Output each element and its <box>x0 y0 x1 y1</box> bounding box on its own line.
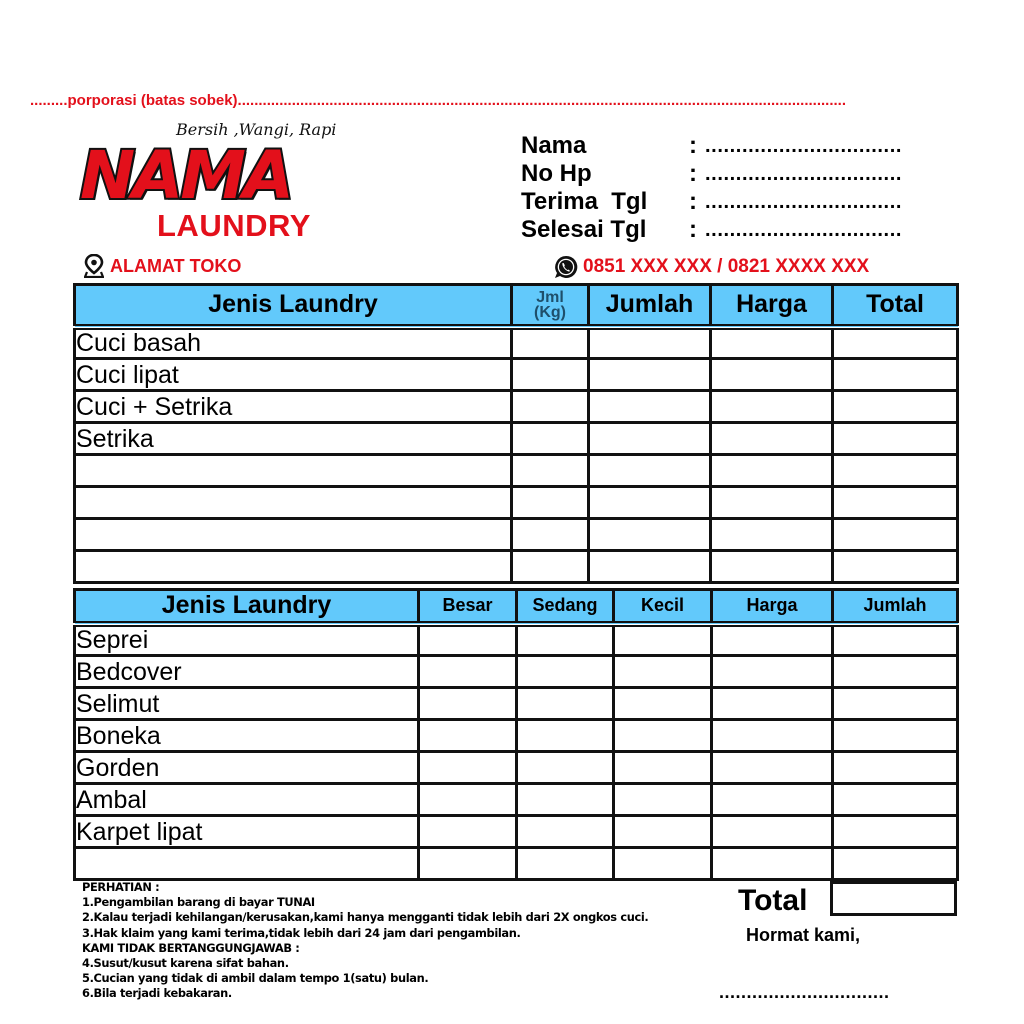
item-name-cell[interactable] <box>75 848 419 880</box>
item-name-cell[interactable] <box>75 487 512 519</box>
info-colon: : <box>689 216 697 243</box>
entry-cell[interactable] <box>419 720 517 752</box>
entry-cell[interactable] <box>614 688 712 720</box>
entry-cell[interactable] <box>833 327 958 359</box>
entry-cell[interactable] <box>833 423 958 455</box>
name-field[interactable]: ................................ <box>705 134 903 157</box>
tear-line: .........porporasi (batas sobek).................................................................................................................................................. <box>30 92 846 109</box>
entry-cell[interactable] <box>589 423 711 455</box>
item-name-cell[interactable] <box>75 551 512 583</box>
table-header-row <box>75 285 958 327</box>
col-header-sedang: Sedang <box>517 590 614 624</box>
item-name-cell[interactable] <box>75 519 512 551</box>
entry-cell[interactable] <box>614 624 712 656</box>
entry-cell[interactable] <box>419 624 517 656</box>
entry-cell[interactable] <box>833 455 958 487</box>
col-header-harga: Harga <box>712 590 833 624</box>
phone-field[interactable]: ................................ <box>705 162 903 185</box>
entry-cell[interactable] <box>614 720 712 752</box>
entry-cell[interactable] <box>512 455 589 487</box>
brand-logo <box>80 137 292 214</box>
entry-cell[interactable] <box>512 487 589 519</box>
entry-cell[interactable] <box>614 848 712 880</box>
entry-cell[interactable] <box>512 359 589 391</box>
col-header-besar: Besar <box>419 590 517 624</box>
info-row-terima-tgl <box>521 188 971 216</box>
terms-notes <box>82 880 648 1002</box>
item-name-cell[interactable]: Selimut <box>75 688 419 720</box>
entry-cell[interactable] <box>833 784 958 816</box>
info-label: Terima Tgl <box>521 188 648 215</box>
entry-cell[interactable] <box>833 487 958 519</box>
entry-cell[interactable] <box>517 624 614 656</box>
info-row-selesai-tgl <box>521 216 971 244</box>
info-colon: : <box>689 160 697 187</box>
entry-cell[interactable] <box>512 391 589 423</box>
col-header-jumlah: Jumlah <box>589 285 711 327</box>
notes-heading: PERHATIAN : <box>82 880 160 894</box>
entry-cell[interactable] <box>419 848 517 880</box>
entry-cell[interactable] <box>833 688 958 720</box>
table-row <box>75 816 958 848</box>
finished-date-field[interactable]: ................................ <box>705 218 903 241</box>
table-row <box>75 423 958 455</box>
entry-cell[interactable] <box>712 752 833 784</box>
entry-cell[interactable] <box>517 688 614 720</box>
item-name-cell[interactable]: Cuci lipat <box>75 359 512 391</box>
entry-cell[interactable] <box>712 624 833 656</box>
brand-subtitle: LAUNDRY <box>157 208 311 243</box>
entry-cell[interactable] <box>712 848 833 880</box>
table-row <box>75 688 958 720</box>
entry-cell[interactable] <box>711 487 833 519</box>
phone-text: 0851 XXX XXX / 0821 XXXX XXX <box>583 256 870 277</box>
item-name-cell[interactable]: Cuci basah <box>75 327 512 359</box>
table-row <box>75 551 958 583</box>
entry-cell[interactable] <box>589 455 711 487</box>
brand-name: NAMA <box>80 137 292 214</box>
entry-cell[interactable] <box>589 519 711 551</box>
jml-line-1: Jml <box>536 288 564 306</box>
entry-cell[interactable] <box>589 487 711 519</box>
table-row <box>75 656 958 688</box>
entry-cell[interactable] <box>711 391 833 423</box>
entry-cell[interactable] <box>833 848 958 880</box>
table-row <box>75 720 958 752</box>
note-item: 6.Bila terjadi kebakaran. <box>82 986 232 1001</box>
info-label: Selesai Tgl <box>521 216 647 243</box>
entry-cell[interactable] <box>712 816 833 848</box>
item-name-cell[interactable]: Ambal <box>75 784 419 816</box>
item-name-cell[interactable]: Gorden <box>75 752 419 784</box>
entry-cell[interactable] <box>712 688 833 720</box>
entry-cell[interactable] <box>712 656 833 688</box>
entry-cell[interactable] <box>517 752 614 784</box>
location-pin-icon <box>84 254 104 278</box>
entry-cell[interactable] <box>833 656 958 688</box>
entry-cell[interactable] <box>711 455 833 487</box>
entry-cell[interactable] <box>833 624 958 656</box>
table-row <box>75 391 958 423</box>
entry-cell[interactable] <box>512 519 589 551</box>
entry-cell[interactable] <box>712 784 833 816</box>
entry-cell[interactable] <box>711 423 833 455</box>
item-name-cell[interactable]: Cuci + Setrika <box>75 391 512 423</box>
entry-cell[interactable] <box>833 752 958 784</box>
entry-cell[interactable] <box>833 816 958 848</box>
entry-cell[interactable] <box>833 519 958 551</box>
entry-cell[interactable] <box>614 752 712 784</box>
col-header-harga: Harga <box>711 285 833 327</box>
whatsapp-icon <box>553 254 579 280</box>
info-colon: : <box>689 132 697 159</box>
regards-text: Hormat kami, <box>746 925 861 945</box>
col-header-jumlah: Jumlah <box>833 590 958 624</box>
table-row <box>75 359 958 391</box>
col-header-jenis-laundry: Jenis Laundry <box>75 285 512 327</box>
entry-cell[interactable] <box>833 391 958 423</box>
note-item: 1.Pengambilan barang di bayar TUNAI <box>82 895 315 910</box>
entry-cell[interactable] <box>517 784 614 816</box>
entry-cell[interactable] <box>614 784 712 816</box>
table-header-row <box>75 590 958 624</box>
table-row <box>75 752 958 784</box>
info-colon: : <box>689 188 697 215</box>
laundry-satuan-table <box>73 588 959 881</box>
entry-cell[interactable] <box>712 720 833 752</box>
total-label: Total <box>738 884 808 917</box>
entry-cell[interactable] <box>419 784 517 816</box>
entry-cell[interactable] <box>419 688 517 720</box>
note-item: 3.Hak klaim yang kami terima,tidak lebih dari 24 jam dari pengambilan. <box>82 925 521 940</box>
info-row-no-hp <box>521 160 971 188</box>
entry-cell[interactable] <box>711 327 833 359</box>
col-header-kecil: Kecil <box>614 590 712 624</box>
item-name-cell[interactable] <box>75 455 512 487</box>
item-name-cell[interactable]: Bedcover <box>75 656 419 688</box>
entry-cell[interactable] <box>517 720 614 752</box>
info-row-nama <box>521 132 971 160</box>
total-field[interactable] <box>830 881 957 916</box>
entry-cell[interactable] <box>419 816 517 848</box>
entry-cell[interactable] <box>833 359 958 391</box>
notes-heading-2: KAMI TIDAK BERTANGGUNGJAWAB : <box>82 940 300 955</box>
item-name-cell[interactable]: Karpet lipat <box>75 816 419 848</box>
table-row <box>75 327 958 359</box>
item-name-cell[interactable]: Boneka <box>75 720 419 752</box>
note-item: 2.Kalau terjadi kehilangan/kerusakan,kami hanya mengganti tidak lebih dari 2X ongkos cuci. <box>82 910 649 925</box>
item-name-cell[interactable]: Setrika <box>75 423 512 455</box>
entry-cell[interactable] <box>419 752 517 784</box>
table-row <box>75 784 958 816</box>
table-row <box>75 455 958 487</box>
entry-cell[interactable] <box>711 359 833 391</box>
address-text: ALAMAT TOKO <box>110 255 242 276</box>
entry-cell[interactable] <box>614 816 712 848</box>
signature-line[interactable]: ............................... <box>719 982 890 1002</box>
col-header-total: Total <box>833 285 958 327</box>
col-header-jenis-laundry: Jenis Laundry <box>75 590 419 624</box>
table-row <box>75 624 958 656</box>
jml-line-2: (Kg) <box>534 303 566 321</box>
table-row <box>75 848 958 880</box>
brand-tagline: Bersih ,Wangi, Rapi <box>176 120 337 139</box>
item-name-cell[interactable]: Seprei <box>75 624 419 656</box>
entry-cell[interactable] <box>512 327 589 359</box>
table-row <box>75 519 958 551</box>
entry-cell[interactable] <box>589 359 711 391</box>
entry-cell[interactable] <box>512 423 589 455</box>
laundry-kiloan-table <box>73 283 959 584</box>
entry-cell[interactable] <box>614 656 712 688</box>
customer-info <box>521 132 971 244</box>
entry-cell[interactable] <box>517 848 614 880</box>
entry-cell[interactable] <box>833 551 958 583</box>
entry-cell[interactable] <box>517 656 614 688</box>
note-item: 4.Susut/kusut karena sifat bahan. <box>82 956 289 971</box>
entry-cell[interactable] <box>517 816 614 848</box>
entry-cell[interactable] <box>589 391 711 423</box>
received-date-field[interactable]: ................................ <box>705 190 903 213</box>
entry-cell[interactable] <box>711 519 833 551</box>
table-row <box>75 487 958 519</box>
entry-cell[interactable] <box>419 656 517 688</box>
entry-cell[interactable] <box>711 551 833 583</box>
col-header-jml-kg <box>512 285 589 327</box>
entry-cell[interactable] <box>589 551 711 583</box>
info-label: Nama <box>521 132 587 159</box>
info-label: No Hp <box>521 160 592 187</box>
entry-cell[interactable] <box>589 327 711 359</box>
entry-cell[interactable] <box>512 551 589 583</box>
entry-cell[interactable] <box>833 720 958 752</box>
store-address <box>84 254 241 278</box>
store-phone <box>553 254 869 280</box>
note-item: 5.Cucian yang tidak di ambil dalam tempo 1(satu) bulan. <box>82 971 429 986</box>
